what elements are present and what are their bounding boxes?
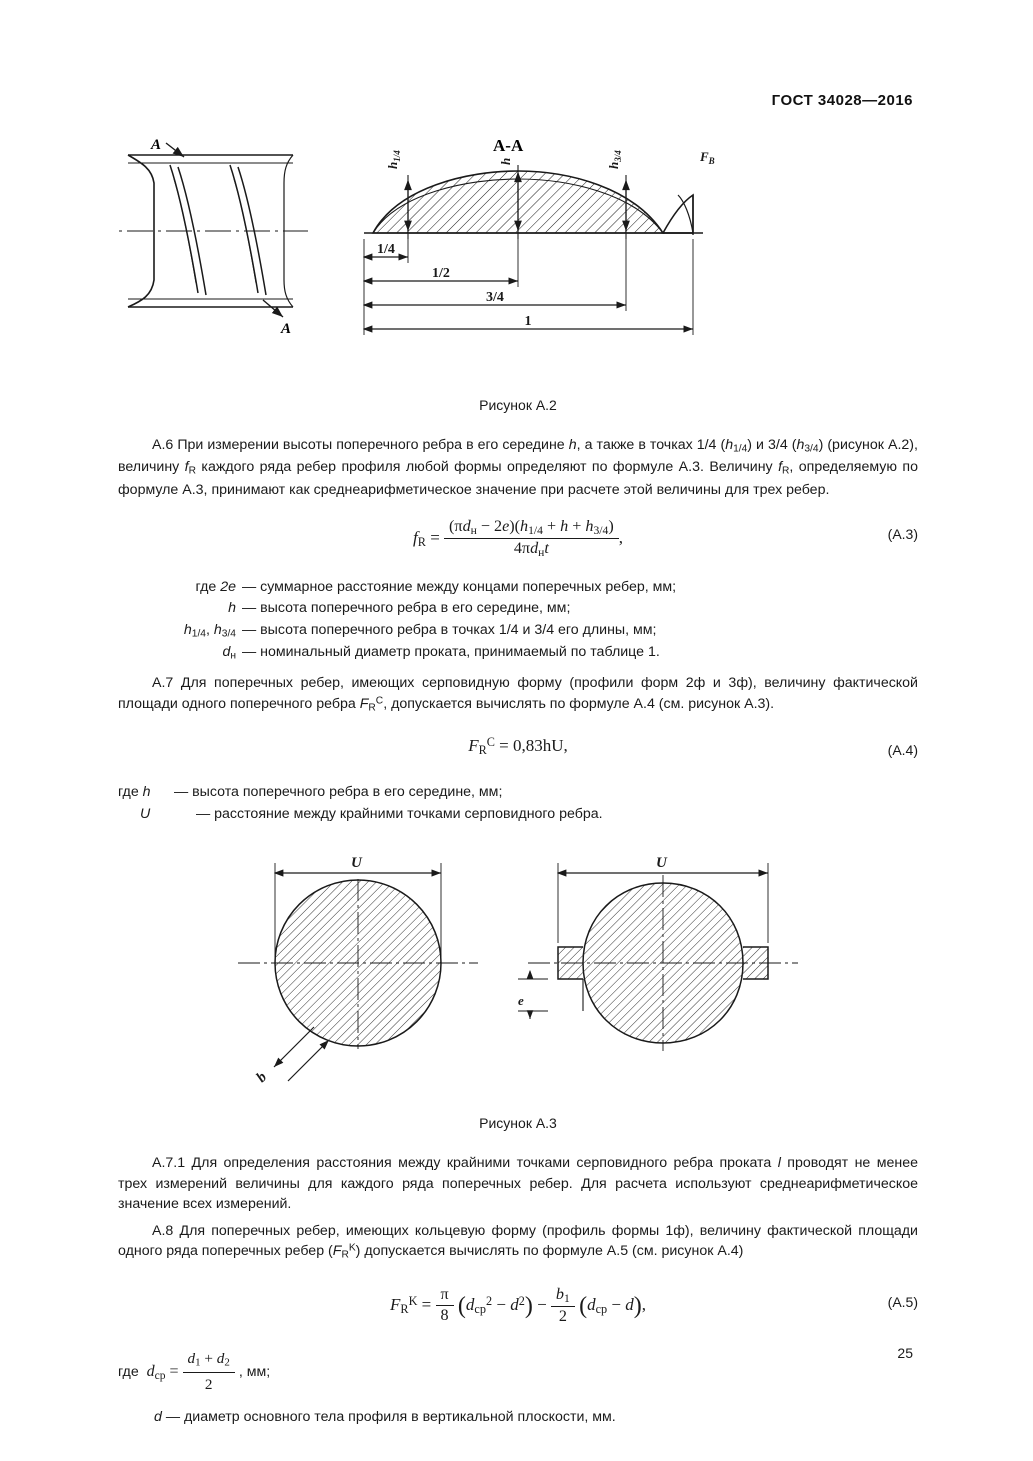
where-row	[118, 620, 918, 642]
where-row	[118, 598, 918, 619]
where-value: — высота поперечного ребра в его середине, мм;	[242, 600, 571, 617]
formula-a4-row	[118, 734, 918, 764]
label-u-left: U	[351, 855, 362, 872]
label-u-right: U	[656, 855, 667, 872]
where-block-a5	[118, 1348, 918, 1428]
label-fв: $F_В$	[700, 149, 715, 166]
clause-a8-text2: ) допускается вычислять по формуле А.5 (см. рисунок А.4)	[355, 1243, 744, 1260]
clause-a7-text1: А.7 Для поперечных ребер, имеющих серповидную форму (профили форм 2ф и 3ф), величину фактической площади одного поперечного ребра	[118, 675, 918, 713]
clause-a7-text2: , допускается вычислять по формуле А.4 (см. рисунок А.3).	[383, 696, 775, 713]
where-row	[118, 1407, 918, 1428]
section-label-aa: A-A	[493, 136, 524, 155]
clause-a6: А.6 При измерении высоты поперечного ребра в его середине h, а также в точках 1/4 $(h_{1/4})$ и 3/4 $(h_{3/4})$ (рисунок А.2), величину $f_R$ каждого ряда ребер профиля любой формы определяют по формуле А.3. Величину $f_R$, определяемую по формуле А.3, принимают как среднеарифметическое значение при расчете этой величины для трех ребер.	[118, 437, 918, 498]
formula-a5-number: (А.5)	[887, 1293, 918, 1310]
where-title: где	[118, 1363, 139, 1380]
label-e: e	[518, 993, 524, 1009]
where-key: U	[140, 805, 151, 822]
where-block-a3	[118, 577, 918, 663]
clause-a6-text5: каждого ряда ребер профиля любой формы определяют по формуле А.3. Величину	[196, 459, 779, 476]
where-title: где	[195, 579, 217, 596]
where-value: — расстояние между крайними точками серповидного ребра.	[196, 805, 603, 822]
where-row	[118, 577, 918, 598]
where-row	[118, 642, 918, 664]
where-title: где	[118, 784, 139, 801]
figure-a2	[118, 135, 918, 385]
where-block-a4	[118, 782, 918, 825]
label-h-three-quarter: $h_{3/4}$	[606, 150, 623, 169]
dim-one: 1	[524, 314, 532, 329]
where-value: — номинальный диаметр проката, принимаемый по таблице 1.	[242, 643, 660, 660]
where-key: где $d_{ср}$ = $\frac{d_1 + d_2}{2}$	[118, 1348, 239, 1397]
dim-half: 1/2	[432, 266, 450, 281]
where-key: $h_{1/4}$, $h_{3/4}$	[183, 621, 236, 640]
clause-a8-text1: А.8 Для поперечных ребер, имеющих кольцевую форму (профиль формы 1ф), величину фактической площади одного ряда поперечных ребер (	[118, 1222, 918, 1260]
formula-a3: $f_R$ = $\frac{(\pi d_н - 2e)(h_{1/4} + h + h_{3/4})}{4\pi d_нt}$ ,	[413, 518, 623, 560]
clause-a6-text2: , а также в точках 1/4 (	[576, 437, 726, 453]
where-key: h	[228, 600, 236, 617]
figure-a2-caption: Рисунок А.2	[479, 397, 557, 413]
where-row	[118, 1348, 918, 1397]
label-h: h	[498, 157, 513, 165]
where-key: где 2e	[195, 579, 236, 596]
label-h-quarter: $h_{1/4}$	[385, 150, 402, 169]
bar-view	[118, 143, 308, 317]
formula-a3-number: (А.3)	[887, 526, 918, 543]
clause-a71: А.7.1 Для определения расстояния между крайними точками серповидного ребра проката l проводят не менее трех измерений величины для каждого ряда поперечных ребер. Для расчета используют среднеарифметическое значение всех измерений.	[118, 1155, 918, 1213]
where-key: $d_н$	[222, 643, 236, 662]
label-b: b	[253, 1069, 271, 1086]
figure-label-a-top: A	[151, 137, 162, 153]
where-value: — высота поперечного ребра в точках 1/4 и 3/4 его длины, мм;	[242, 621, 657, 638]
page-content	[118, 135, 918, 1438]
figure-a3	[118, 843, 918, 1103]
where-row	[118, 804, 918, 825]
where-value: — высота поперечного ребра в его середине, мм;	[174, 784, 503, 801]
clause-a6-text1: А.6 При измерении высоты поперечного ребра в его середине	[152, 437, 569, 453]
clause-a8: А.8 Для поперечных ребер, имеющих кольцевую форму (профиль формы 1ф), величину фактической площади одного ряда поперечных ребер $(F_R^K)$ допускается вычислять по формуле А.5 (см. рисунок А.4)	[118, 1222, 918, 1261]
page-number: 25	[897, 1345, 913, 1361]
clause-a7: А.7 Для поперечных ребер, имеющих серповидную форму (профили форм 2ф и 3ф), величину фактической площади одного поперечного ребра $F_R^C$, допускается вычислять по формуле А.4 (см. рисунок А.3).	[118, 675, 918, 714]
dim-quarter: 1/4	[377, 242, 395, 257]
where-value: — диаметр основного тела профиля в вертикальной плоскости, мм.	[165, 1408, 616, 1425]
where-value: , мм;	[238, 1363, 271, 1380]
where-value: — суммарное расстояние между концами поперечных ребер, мм;	[242, 579, 677, 596]
formula-a4-number: (А.4)	[887, 742, 918, 759]
formula-a3-row	[118, 518, 918, 559]
dim-three-quarter: 3/4	[486, 290, 504, 305]
where-row	[118, 782, 918, 803]
formula-a5: $F_R^K$ = $\frac{\pi}{8}$ $(d_{ср}^2 - d^2)$ − $\frac{b_1}{2}$ $(d_{ср} - d)$,	[390, 1285, 646, 1325]
figure-label-a-bottom: A	[281, 321, 292, 337]
where-key: d	[154, 1408, 162, 1425]
clause-a6-text6: , определяемую по формуле А.3, принимают как среднеарифметическое значение при расчете этой величины для трех ребер.	[118, 459, 918, 498]
clause-a6-text4: ) (рисунок А.2), величину	[118, 437, 918, 476]
figure-a3-caption: Рисунок А.3	[479, 1115, 557, 1132]
page-header: ГОСТ 34028—2016	[771, 92, 913, 109]
formula-a5-row	[118, 1286, 918, 1326]
formula-a4: $F_R^C = 0,83hU$,	[468, 734, 568, 757]
where-key: где h	[118, 784, 151, 801]
clause-a6-text3: ) и 3/4 (	[747, 437, 797, 453]
rib-section	[364, 165, 703, 335]
formula-a4-expr: = 0,83hU,	[499, 735, 568, 755]
